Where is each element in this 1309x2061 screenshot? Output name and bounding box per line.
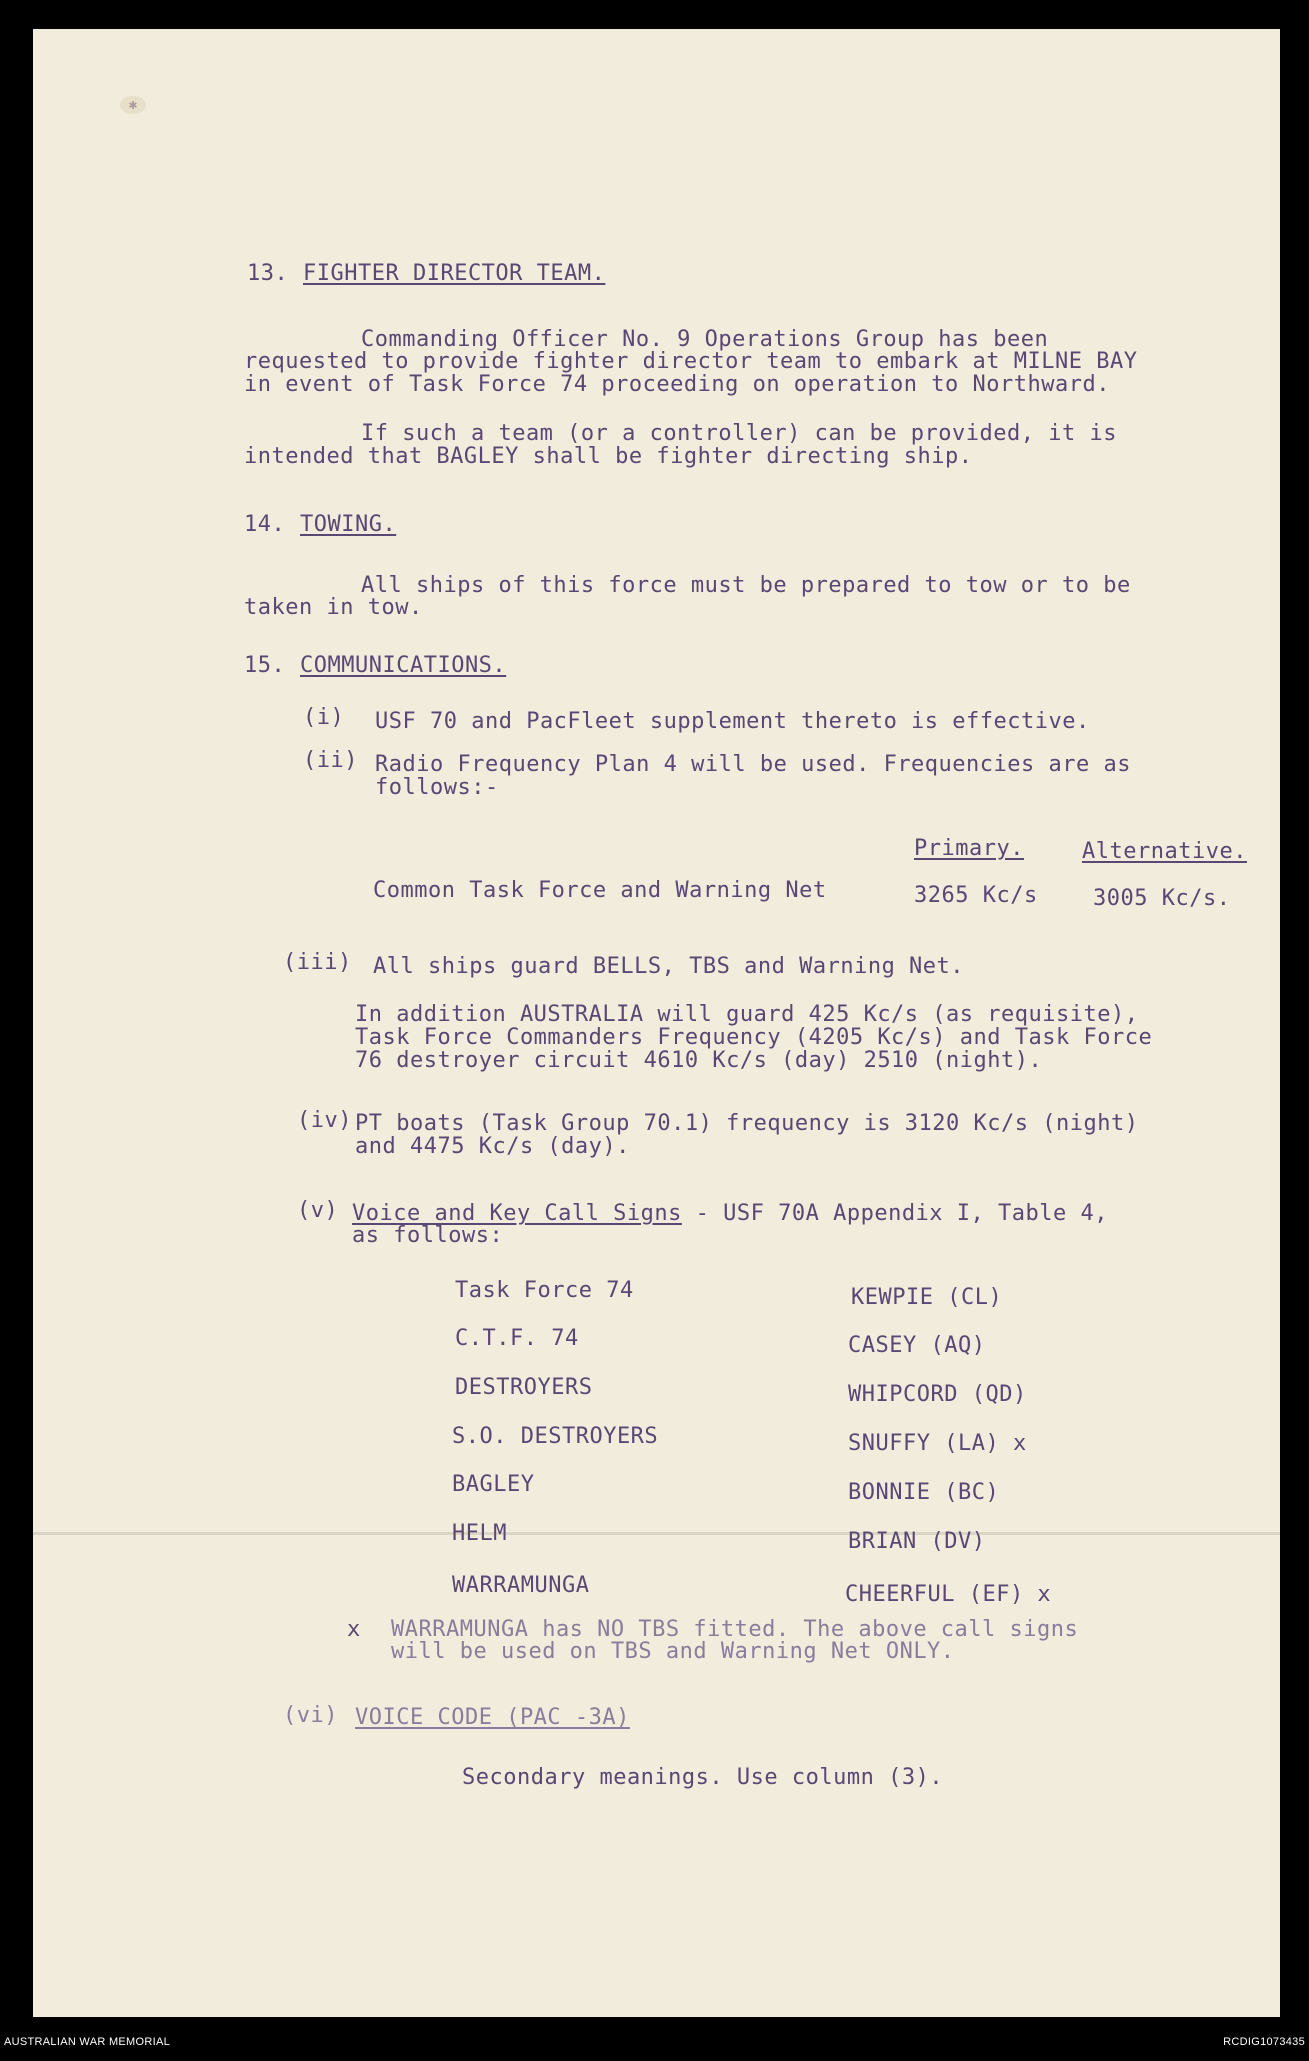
item-vi-text: Secondary meanings. Use column (3). — [462, 1765, 944, 1790]
call-sign-value: KEWPIE (CL) — [851, 1285, 1003, 1310]
item-i-label: (i) — [303, 705, 345, 730]
footnote-mark: x — [347, 1617, 361, 1642]
item-i-text: USF 70 and PacFleet supplement thereto is effective. — [375, 709, 1090, 734]
call-sign-unit: WARRAMUNGA — [452, 1573, 590, 1598]
fold-line — [33, 1532, 1280, 1535]
item-iv-line2: and 4475 Kc/s (day). — [355, 1134, 630, 1159]
item-iii-addition-line2: Task Force Commanders Frequency (4205 Kc/s) and Task Force — [355, 1025, 1153, 1050]
call-sign-unit: Task Force 74 — [455, 1278, 634, 1303]
freq-row-label: Common Task Force and Warning Net — [373, 878, 827, 903]
call-sign-unit: S.O. DESTROYERS — [452, 1424, 659, 1449]
call-sign-unit: BAGLEY — [452, 1472, 535, 1497]
section-13-heading: FIGHTER DIRECTOR TEAM. — [303, 261, 606, 286]
item-ii-line1: Radio Frequency Plan 4 will be used. Frequencies are as — [375, 752, 1131, 777]
freq-header-primary: Primary. — [914, 836, 1024, 861]
freq-primary-value: 3265 Kc/s — [914, 883, 1038, 908]
item-v-label: (v) — [297, 1198, 339, 1223]
section-13-para2-line1: If such a team (or a controller) can be provided, it is — [361, 421, 1117, 446]
call-sign-unit: DESTROYERS — [455, 1375, 593, 1400]
section-15-heading: COMMUNICATIONS. — [300, 653, 507, 678]
item-v-line2: as follows: — [352, 1223, 504, 1248]
section-14-para-line1: All ships of this force must be prepared to tow or to be — [361, 573, 1131, 598]
footnote-line1: WARRAMUNGA has NO TBS fitted. The above call signs — [391, 1617, 1079, 1642]
archive-footer-right: RCDIG1073435 — [1223, 2036, 1305, 2048]
call-sign-value: SNUFFY (LA) x — [848, 1431, 1027, 1456]
item-iii-addition-line1: In addition AUSTRALIA will guard 425 Kc/s (as requisite), — [355, 1002, 1139, 1027]
item-vi-heading: VOICE CODE (PAC -3A) — [355, 1705, 630, 1730]
freq-alternative-value: 3005 Kc/s. — [1093, 886, 1231, 911]
item-iii-addition-line3: 76 destroyer circuit 4610 Kc/s (day) 2510 (night). — [355, 1048, 1043, 1073]
section-13-para2-line2: intended that BAGLEY shall be fighter directing ship. — [244, 444, 973, 469]
call-sign-value: BONNIE (BC) — [848, 1480, 1000, 1505]
item-iii-label: (iii) — [283, 950, 352, 975]
section-14-para-line2: taken in tow. — [244, 595, 423, 620]
punch-hole-mark: ✱ — [120, 96, 146, 114]
section-13-para1-line1: Commanding Officer No. 9 Operations Group has been — [361, 327, 1049, 352]
section-13-para1-line2: requested to provide fighter director team to embark at MILNE BAY — [244, 349, 1138, 374]
section-14-number: 14. — [244, 512, 286, 537]
call-sign-unit: C.T.F. 74 — [455, 1326, 579, 1351]
item-iv-label: (iv) — [297, 1108, 352, 1133]
call-sign-unit: HELM — [452, 1521, 507, 1546]
item-ii-label: (ii) — [303, 748, 358, 773]
call-sign-value: WHIPCORD (QD) — [848, 1382, 1027, 1407]
item-v-rest: - USF 70A Appendix I, Table 4, — [681, 1201, 1108, 1226]
call-sign-value: CASEY (AQ) — [848, 1333, 986, 1358]
section-14-heading: TOWING. — [300, 512, 397, 537]
section-15-number: 15. — [244, 653, 286, 678]
item-v-heading: Voice and Key Call Signs — [352, 1201, 682, 1226]
archive-footer-left: AUSTRALIAN WAR MEMORIAL — [4, 2036, 171, 2048]
call-sign-value: BRIAN (DV) — [848, 1529, 986, 1554]
section-13-para1-line3: in event of Task Force 74 proceeding on operation to Northward. — [244, 372, 1110, 397]
item-ii-line2: follows:- — [375, 775, 499, 800]
freq-header-alternative: Alternative. — [1082, 839, 1247, 864]
section-13-number: 13. — [247, 261, 289, 286]
item-vi-label: (vi) — [283, 1703, 338, 1728]
item-iv-line1: PT boats (Task Group 70.1) frequency is 3120 Kc/s (night) — [355, 1111, 1139, 1136]
footnote-line2: will be used on TBS and Warning Net ONLY. — [391, 1639, 955, 1664]
item-iii-text: All ships guard BELLS, TBS and Warning Net. — [373, 954, 965, 979]
call-sign-value: CHEERFUL (EF) x — [845, 1582, 1052, 1607]
